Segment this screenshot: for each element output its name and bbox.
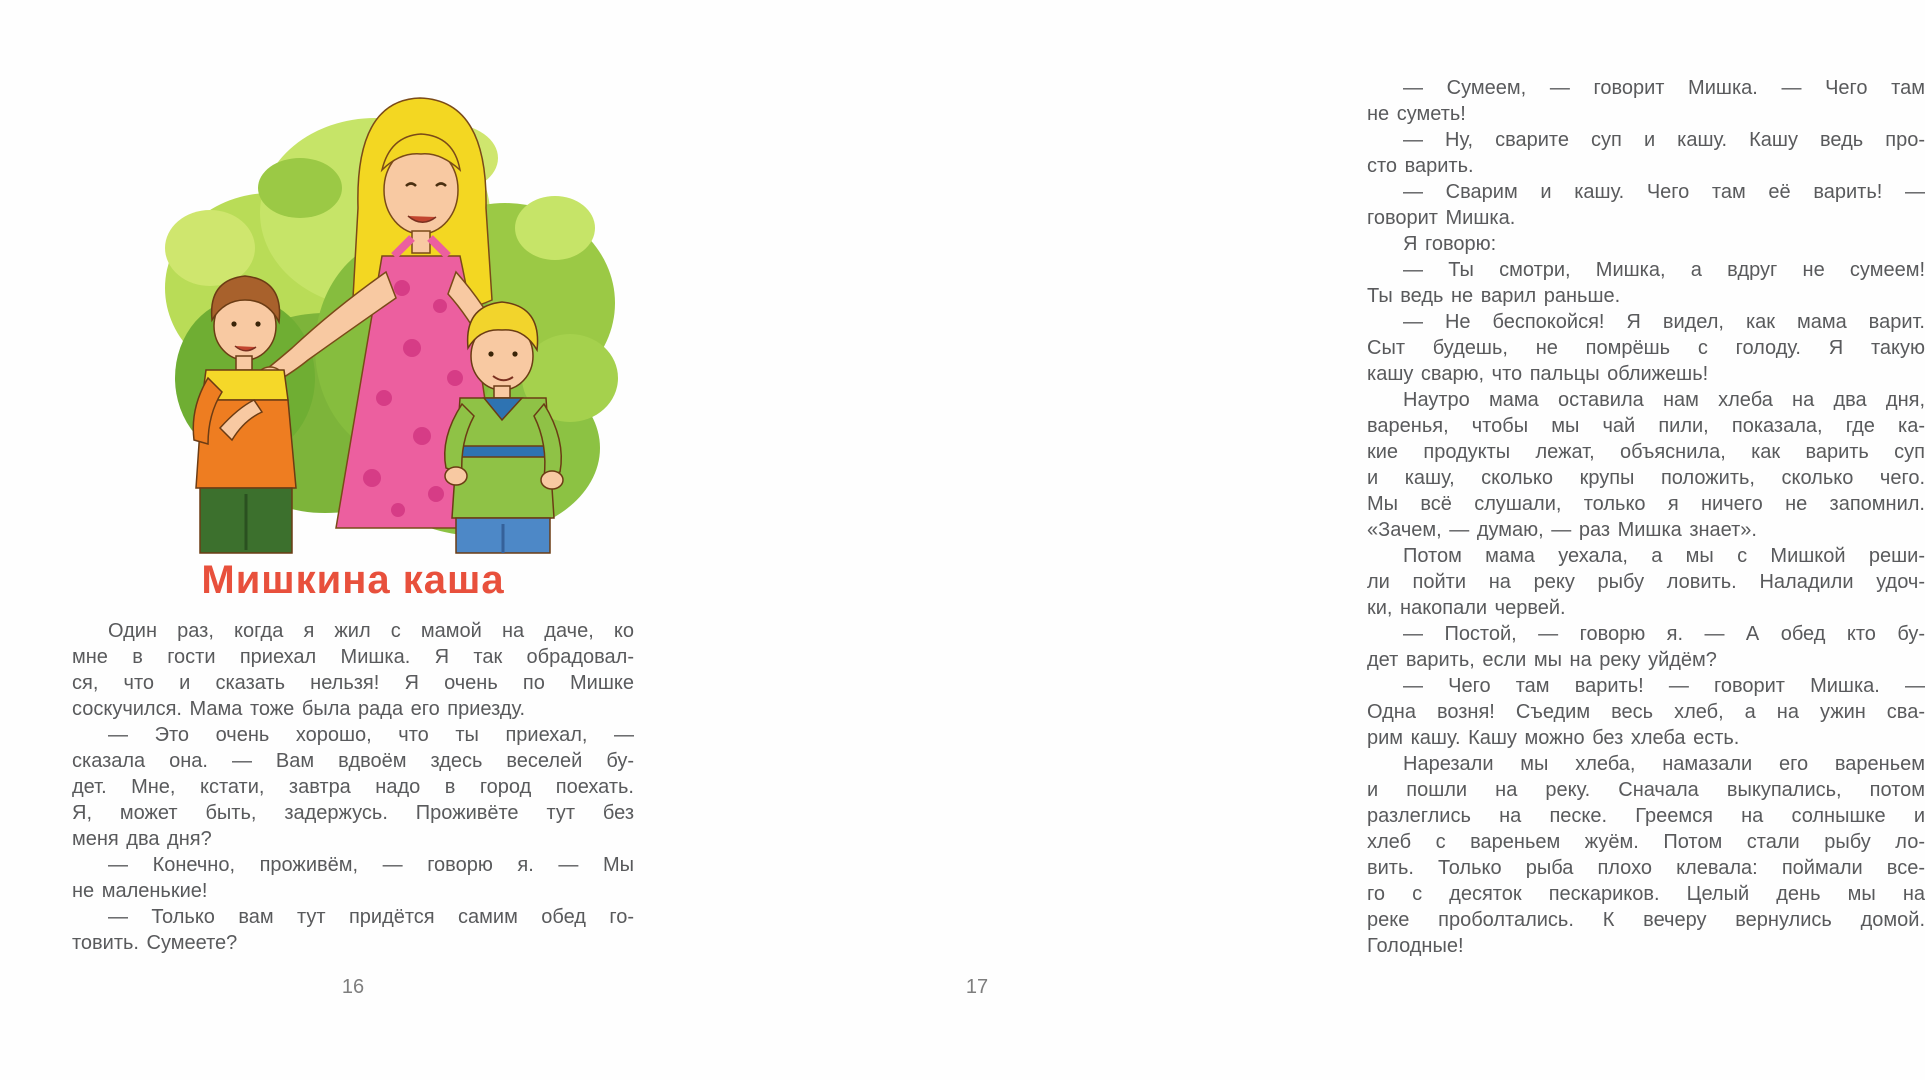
paragraph xyxy=(1367,543,1925,621)
text-line: и пошли на реку. Сначала выкупались, потом xyxy=(1367,779,1925,801)
text-line: хлеб с вареньем жуём. Потом стали рыбу ло- xyxy=(1367,831,1925,853)
paragraph xyxy=(1367,127,1925,179)
left-page xyxy=(0,0,669,1080)
text-line: не суметь! xyxy=(1367,103,1466,125)
text-line: реке проболтались. К вечеру вернулись домой. xyxy=(1367,909,1925,931)
text-line: дет. Мне, кстати, завтра надо в город поехать. xyxy=(72,776,634,798)
paragraph xyxy=(72,852,634,904)
text-line: Ты ведь не варил раньше. xyxy=(1367,285,1621,307)
paragraph xyxy=(1367,751,1925,959)
text-line: Потом мама уехала, а мы с Мишкой реши- xyxy=(1403,545,1925,567)
text-line: не маленькие! xyxy=(72,880,208,902)
text-line: ся, что и сказать нельзя! Я очень по Мишке xyxy=(72,672,634,694)
text-line: Я говорю: xyxy=(1403,233,1497,255)
text-line: варенья, чтобы мы чай пили, показала, где ка- xyxy=(1367,415,1925,437)
text-line: дет варить, если мы на реку уйдём? xyxy=(1367,649,1717,671)
text-line: и кашу, сколько крупы положить, сколько чего. xyxy=(1367,467,1925,489)
text-line: меня два дня? xyxy=(72,828,212,850)
paragraph xyxy=(1367,387,1925,543)
text-line: — Ну, сварите суп и кашу. Кашу ведь про- xyxy=(1403,129,1925,151)
story-illustration xyxy=(150,48,650,553)
text-line: Один раз, когда я жил с мамой на даче, ко xyxy=(108,620,634,642)
paragraph xyxy=(1367,309,1925,387)
text-line: Я, может быть, задержусь. Проживёте тут без xyxy=(72,802,634,824)
text-line: говорит Мишка. xyxy=(1367,207,1516,229)
page-number-left: 16 xyxy=(341,976,365,998)
paragraph xyxy=(1367,75,1925,127)
text-line: — Сварим и кашу. Чего там её варить! — xyxy=(1403,181,1925,203)
paragraph xyxy=(72,618,634,722)
text-line: Наутро мама оставила нам хлеба на два дня, xyxy=(1403,389,1925,411)
right-page-text xyxy=(1367,75,1925,959)
text-line: — Сумеем, — говорит Мишка. — Чего там xyxy=(1403,77,1925,99)
story-title: Мишкина каша xyxy=(201,558,505,602)
paragraph xyxy=(72,722,634,852)
paragraph xyxy=(1367,179,1925,231)
text-line: Нарезали мы хлеба, намазали его вареньем xyxy=(1403,753,1925,775)
right-page xyxy=(669,0,1925,1080)
paragraph xyxy=(1367,673,1925,751)
text-line: Мы всё слушали, только я ничего не запомнил. xyxy=(1367,493,1925,515)
text-line: — Не беспокойся! Я видел, как мама варит. xyxy=(1403,311,1925,333)
text-line: сто варить. xyxy=(1367,155,1474,177)
page-number-right: 17 xyxy=(965,976,989,998)
text-line: — Ты смотри, Мишка, а вдруг не сумеем! xyxy=(1403,259,1925,281)
text-line: рим кашу. Кашу можно без хлеба есть. xyxy=(1367,727,1740,749)
paragraph xyxy=(1367,621,1925,673)
paragraph xyxy=(1367,257,1925,309)
text-line: ки, накопали червей. xyxy=(1367,597,1566,619)
text-line: — Чего там варить! — говорит Мишка. — xyxy=(1403,675,1925,697)
paragraph xyxy=(1367,231,1925,257)
text-line: сказала она. — Вам вдвоём здесь веселей бу- xyxy=(72,750,634,772)
boy-right-stripe xyxy=(455,446,552,457)
text-line: — Только вам тут придётся самим обед го- xyxy=(108,906,634,928)
text-line: — Это очень хорошо, что ты приехал, — xyxy=(108,724,634,746)
text-line: Голодные! xyxy=(1367,935,1464,957)
text-line: вить. Только рыба плохо клевала: поймали все- xyxy=(1367,857,1925,879)
text-line: Сыт будешь, не помрёшь с голоду. Я такую xyxy=(1367,337,1925,359)
text-line: мне в гости приехал Мишка. Я так обрадовал- xyxy=(72,646,634,668)
text-line: Одна возня! Съедим весь хлеб, а на ужин сва- xyxy=(1367,701,1925,723)
text-line: — Постой, — говорю я. — А обед кто бу- xyxy=(1403,623,1925,645)
text-line: кие продукты лежат, объяснила, как варить суп xyxy=(1367,441,1925,463)
paragraph xyxy=(72,904,634,956)
text-line: «Зачем, — думаю, — раз Мишка знает». xyxy=(1367,519,1757,541)
text-line: кашу сварю, что пальцы оближешь! xyxy=(1367,363,1709,385)
text-line: ли пойти на реку рыбу ловить. Наладили удоч- xyxy=(1367,571,1925,593)
text-line: разлеглись на песке. Греемся на солнышке и xyxy=(1367,805,1925,827)
text-line: го с десяток пескариков. Целый день мы на xyxy=(1367,883,1925,905)
text-line: товить. Сумеете? xyxy=(72,932,238,954)
text-line: — Конечно, проживём, — говорю я. — Мы xyxy=(108,854,634,876)
left-page-text xyxy=(72,618,634,956)
text-line: соскучился. Мама тоже была рада его приезду. xyxy=(72,698,526,720)
